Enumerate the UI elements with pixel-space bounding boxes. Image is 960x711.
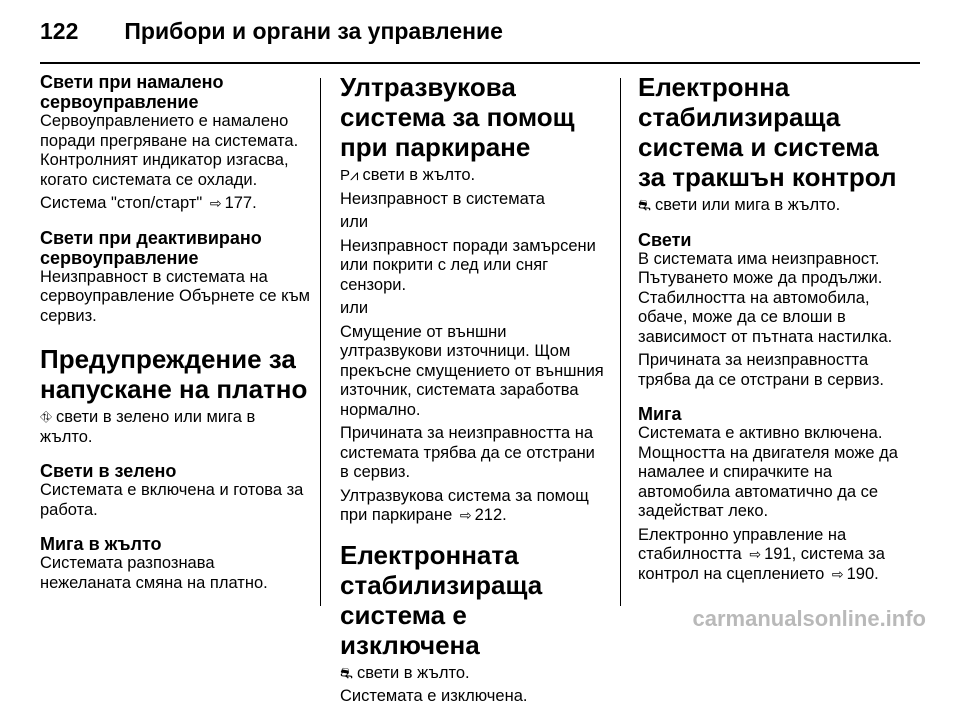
section-title: Мига в жълто bbox=[40, 534, 162, 554]
page-reference[interactable]: 177. bbox=[224, 194, 257, 212]
paragraph: Системата разпознава нежеланата смяна на платно. bbox=[40, 554, 268, 592]
paragraph: Неизправност поради замърсени или покрити с лед или сняг сензори. bbox=[340, 236, 596, 294]
page-title: Прибори и органи за управление bbox=[124, 18, 503, 44]
paragraph-text: Електронно управление на стабилността bbox=[638, 525, 847, 563]
paragraph: Сервоуправлението е намалено поради прегряване на системата. Контролният индикатор изгасва, когато системата се охлади. bbox=[40, 112, 299, 189]
paragraph bbox=[40, 408, 310, 447]
watermark: carmanualsonline.info bbox=[692, 606, 926, 631]
page-header bbox=[40, 18, 503, 45]
paragraph: Системата е изключена. bbox=[340, 687, 528, 705]
paragraph bbox=[340, 487, 604, 526]
paragraph bbox=[340, 664, 604, 684]
paragraph: Причината за неизправността трябва да се отстрани в сервиз. bbox=[638, 351, 885, 389]
paragraph bbox=[638, 196, 898, 216]
esc-icon: ⛐ bbox=[638, 197, 651, 214]
column-2 bbox=[340, 72, 604, 711]
paragraph: В системата има неизправност. Пътуването може да продължи. Стабилността на автомобила, обаче, може да се влоши в зависимост от пътната настилка. bbox=[638, 249, 893, 346]
page-reference[interactable]: 212. bbox=[474, 506, 507, 524]
ref-arrow-icon: ⇨ bbox=[209, 195, 222, 211]
header-rule bbox=[40, 62, 920, 64]
esc-off-icon: ⛐ bbox=[340, 664, 353, 682]
column-divider bbox=[620, 78, 621, 606]
paragraph: Причината за неизправността на системата трябва да се отстрани в сервиз. bbox=[340, 424, 595, 481]
section-heading: Ултразвукова система за помощ при паркиране bbox=[340, 72, 575, 162]
ref-arrow-icon: ⇨ bbox=[459, 507, 472, 523]
lane-departure-icon: ⛗ bbox=[40, 409, 53, 426]
paragraph-text: свети в зелено или мига в жълто. bbox=[40, 408, 256, 446]
column-3 bbox=[638, 72, 898, 588]
section-heading: Електронна стабилизираща система и система за тракшън контрол bbox=[638, 72, 897, 192]
paragraph: Неизправност в системата на сервоуправление Обърнете се към сервиз. bbox=[40, 267, 310, 325]
paragraph: Системата е включена и готова за работа. bbox=[40, 481, 304, 519]
parking-assist-icon: P⩘ bbox=[340, 167, 359, 184]
paragraph-text: Ултразвукова система за помощ при паркиране bbox=[340, 486, 589, 524]
section-title: Свети bbox=[638, 229, 692, 250]
section-heading: Електронната стабилизираща система е изключена bbox=[340, 539, 543, 660]
page-reference[interactable]: 190. bbox=[846, 564, 879, 583]
section-heading: Предупреждение за напускане на платно bbox=[40, 344, 308, 404]
paragraph: Неизправност в системата bbox=[340, 189, 545, 208]
section-title: Свети при деактивирано сервоуправление bbox=[40, 227, 262, 268]
paragraph: или bbox=[340, 213, 369, 231]
paragraph: или bbox=[340, 299, 369, 317]
ref-arrow-icon: ⇨ bbox=[749, 546, 762, 562]
paragraph bbox=[638, 526, 898, 585]
paragraph bbox=[340, 166, 604, 186]
ref-arrow-icon: ⇨ bbox=[831, 565, 844, 582]
paragraph: Системата е активно включена. Мощността на двигателя може да намалее и спирачките на автомобила автоматично да се задействат леко. bbox=[638, 424, 898, 520]
section-title: Мига bbox=[638, 404, 682, 424]
page-number: 122 bbox=[40, 18, 79, 44]
section-title: Свети в зелено bbox=[40, 461, 177, 481]
paragraph: Смущение от външни ултразвукови източници. Щом прекъсне смущението от външния източник, системата заработва нормално. bbox=[340, 322, 604, 419]
page-reference[interactable]: 191, система за контрол на сцеплението bbox=[638, 545, 885, 583]
paragraph-text: свети в жълто. bbox=[362, 166, 476, 184]
paragraph-text: свети или мига в жълто. bbox=[654, 196, 841, 214]
paragraph-text: Система "стоп/старт" bbox=[40, 194, 203, 212]
column-1 bbox=[40, 72, 310, 597]
paragraph bbox=[40, 194, 310, 214]
column-divider bbox=[320, 78, 321, 606]
section-title: Свети при намалено сервоуправление bbox=[40, 72, 224, 112]
paragraph-text: свети в жълто. bbox=[356, 663, 470, 682]
